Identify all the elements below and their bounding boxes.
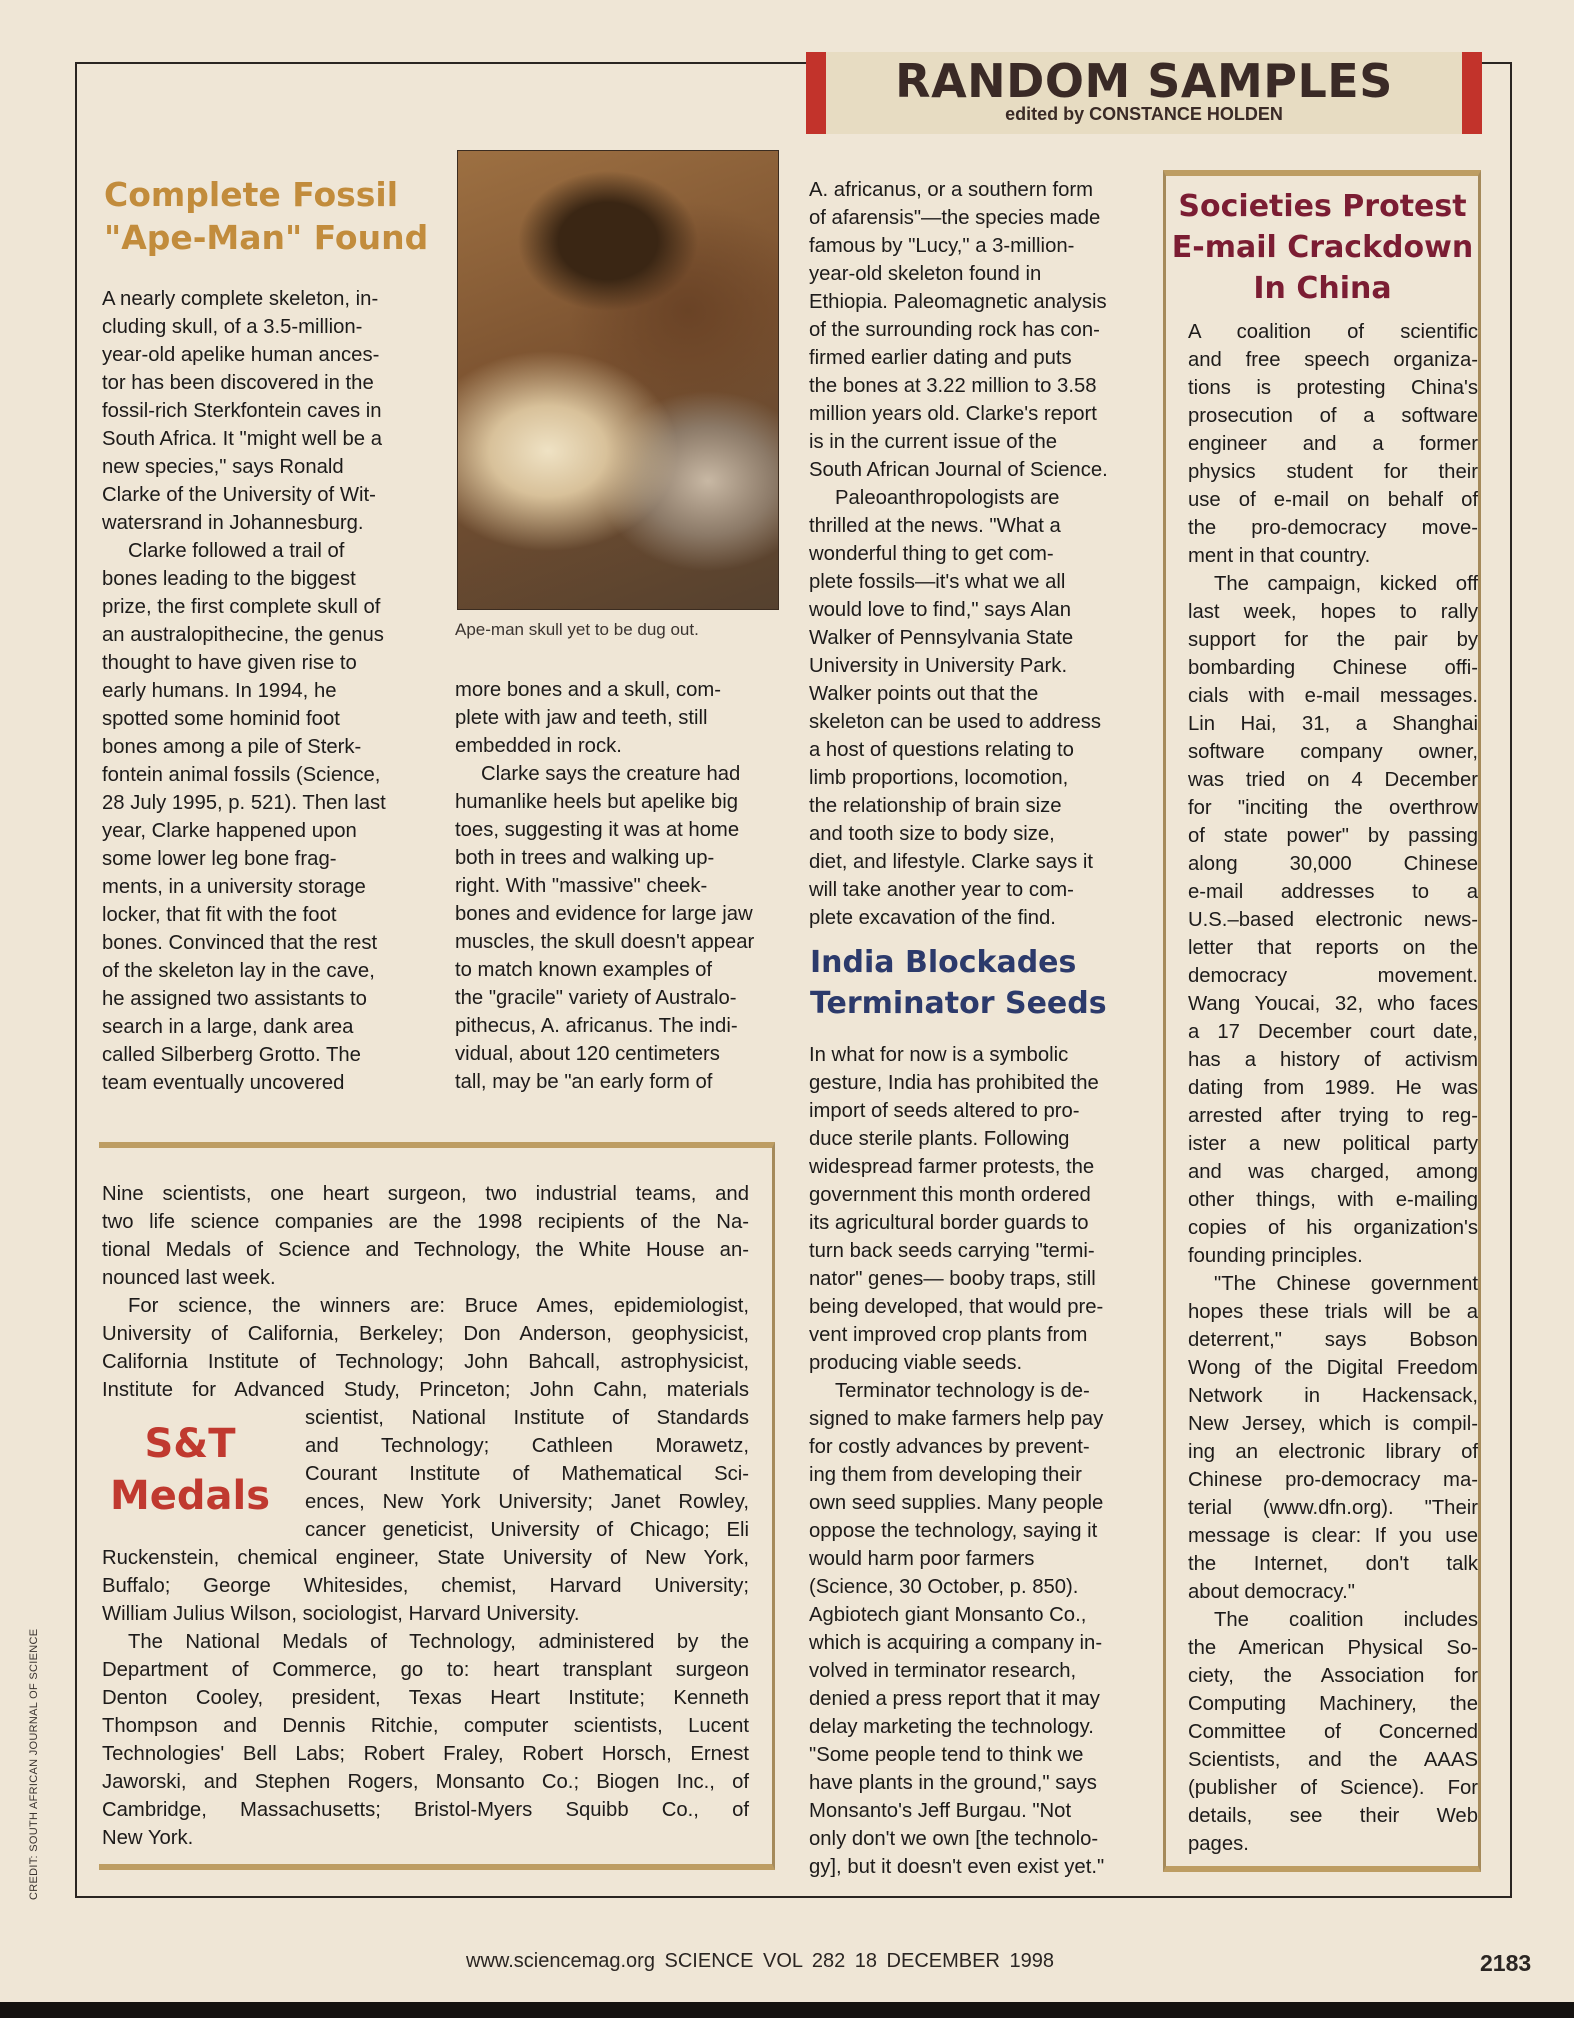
text-line: early humans. In 1994, he [102,680,337,702]
societies-headline-line: In China [1253,271,1392,306]
text-line: Walker of Pennsylvania State [809,627,1074,649]
text-line: nounced last week. [102,1267,276,1289]
text-line: Technologies' Bell Labs; Robert Fraley, Robert Horsch, Ernest [102,1743,749,1765]
text-line: prize, the first complete skull of [102,596,381,618]
fossil-headline-line: Complete Fossil [104,175,399,214]
text-line: will take another year to com- [809,879,1074,901]
text-line: plete excavation of the find. [809,907,1056,929]
text-line: ments, in a university storage [102,876,366,898]
text-line: Cambridge, Massachusetts; Bristol-Myers Squibb Co., of [102,1799,749,1821]
text-line: for "inciting the overthrow [1188,797,1478,819]
text-line: founding principles. [1188,1245,1363,1267]
medals-text-top [102,1180,749,1404]
text-line: Institute for Advanced Study, Princeton; John Cahn, materials [102,1379,749,1401]
text-line: for costly advances by prevent- [809,1436,1090,1458]
text-line: Walker points out that the [809,683,1039,705]
text-line: last week, hopes to rally [1188,601,1478,623]
text-line: dating from 1989. He was [1188,1077,1478,1099]
text-line: tall, may be "an early form of [455,1071,713,1093]
text-line: "The Chinese government [1214,1273,1478,1295]
text-line: Buffalo; George Whitesides, chemist, Harvard University; [102,1575,749,1597]
text-line: University of California, Berkeley; Don Anderson, geophysicist, [102,1323,749,1345]
text-line: (publisher of Science). For [1188,1777,1478,1799]
text-line: Monsanto's Jeff Burgau. "Not [809,1800,1072,1822]
text-line: Ethiopia. Paleomagnetic analysis [809,291,1107,313]
fossil-headline-line: "Ape-Man" Found [104,218,429,257]
medals-title [100,1418,280,1522]
fossil-skull-photo [457,150,779,610]
text-line: Terminator technology is de- [835,1380,1090,1402]
text-line: A coalition of scientific [1188,321,1478,343]
text-line: would harm poor farmers [809,1548,1035,1570]
text-line: arrested after trying to reg- [1188,1105,1478,1127]
text-line: physics student for their [1188,461,1478,483]
text-line: fontein animal fossils (Science, [102,764,381,786]
text-line: and free speech organiza- [1188,349,1478,371]
text-line: only don't we own [the technolo- [809,1828,1099,1850]
text-line: Clarke of the University of Wit- [102,484,376,506]
text-line: cluding skull, of a 3.5-million- [102,316,363,338]
text-line: some lower leg bone frag- [102,848,337,870]
text-line: Scientists, and the AAAS [1188,1749,1478,1771]
text-line: Thompson and Dennis Ritchie, computer scientists, Lucent [102,1715,749,1737]
text-line: spotted some hominid foot [102,708,340,730]
text-line: Committee of Concerned [1188,1721,1478,1743]
india-headline-line: Terminator Seeds [810,986,1107,1021]
text-line: Clarke says the creature had [481,763,741,785]
text-line: widespread farmer protests, the [809,1156,1095,1178]
text-line: tional Medals of Science and Technology, the White House an- [102,1239,749,1261]
text-line: firmed earlier dating and puts [809,347,1072,369]
text-line: both in trees and walking up- [455,847,715,869]
text-line: being developed, that would pre- [809,1296,1104,1318]
text-line: William Julius Wilson, sociologist, Harvard University. [102,1603,580,1625]
text-line: thrilled at the news. "What a [809,515,1061,537]
text-line: Chinese pro-democracy ma- [1188,1469,1478,1491]
medals-title-line: Medals [109,1473,271,1519]
text-line: he assigned two assistants to [102,988,367,1010]
text-line: "Some people tend to think we [809,1744,1084,1766]
text-line: fossil-rich Sterkfontein caves in [102,400,382,422]
text-line: Jaworski, and Stephen Rogers, Monsanto Co.; Biogen Inc., of [102,1771,749,1793]
text-line: embedded in rock. [455,735,622,757]
text-line: and was charged, among [1188,1161,1478,1183]
photo-caption: Ape-man skull yet to be dug out. [455,620,699,639]
text-line: team eventually uncovered [102,1072,345,1094]
text-line: year, Clarke happened upon [102,820,357,842]
text-line: which is acquiring a company in- [809,1632,1103,1654]
text-line: ciety, the Association for [1188,1665,1478,1687]
text-line: duce sterile plants. Following [809,1128,1070,1150]
text-line: new species," says Ronald [102,456,344,478]
text-line: pages. [1188,1833,1249,1855]
fossil-headline [104,173,444,259]
text-line: bones among a pile of Sterk- [102,736,362,758]
text-line: more bones and a skull, com- [455,679,722,701]
text-line: limb proportions, locomotion, [809,767,1069,789]
text-line: nator" genes— booby traps, still [809,1268,1096,1290]
text-line: two life science companies are the 1998 recipients of the Na- [102,1211,749,1233]
text-line: The National Medals of Technology, administered by the [128,1631,749,1653]
text-line: to match known examples of [455,959,713,981]
text-line: terial (www.dfn.org). "Their [1188,1497,1478,1519]
medals-text-wrap [305,1404,749,1544]
text-line: search in a large, dank area [102,1016,354,1038]
text-line: is in the current issue of the [809,431,1058,453]
text-line: Courant Institute of Mathematical Sci- [305,1463,749,1485]
text-line: University in University Park. [809,655,1068,677]
text-line: ences, New York University; Janet Rowley, [305,1491,749,1513]
text-line: Wang Youcai, 32, who faces [1188,993,1478,1015]
text-line: bones. Convinced that the rest [102,932,378,954]
societies-headline-line: Societies Protest [1178,189,1467,224]
text-line: Paleoanthropologists are [835,487,1060,509]
text-line: government this month ordered [809,1184,1091,1206]
text-line: letter that reports on the [1188,937,1478,959]
text-line: ment in that country. [1188,545,1371,567]
text-line: Nine scientists, one heart surgeon, two industrial teams, and [102,1183,749,1205]
text-line: South Africa. It "might well be a [102,428,383,450]
medals-title-line: S&T [144,1421,236,1467]
text-line: California Institute of Technology; John Bahcall, astrophysicist, [102,1351,749,1373]
text-line: watersrand in Johannesburg. [102,512,364,534]
text-line: and tooth size to body size, [809,823,1055,845]
section-banner [806,52,1482,134]
scan-edge [0,2002,1574,2018]
text-line: message is clear: If you use [1188,1525,1478,1547]
text-line: Wong of the Digital Freedom [1188,1357,1478,1379]
text-line: vidual, about 120 centimeters [455,1043,720,1065]
text-line: year-old apelike human ances- [102,344,380,366]
text-line: oppose the technology, saying it [809,1520,1098,1542]
text-line: tor has been discovered in the [102,372,374,394]
text-line: cancer geneticist, University of Chicago; Eli [305,1519,749,1541]
text-line: In what for now is a symbolic [809,1044,1069,1066]
text-line: Computing Machinery, the [1188,1693,1478,1715]
text-line: own seed supplies. Many people [809,1492,1104,1514]
text-line: use of e-mail on behalf of [1188,489,1478,511]
text-line: toes, suggesting it was at home [455,819,740,841]
text-line: an australopithecine, the genus [102,624,384,646]
text-line: engineer and a former [1188,433,1478,455]
text-line: The campaign, kicked off [1214,573,1478,595]
text-line: gy], but it doesn't even exist yet." [809,1856,1105,1878]
text-line: year-old skeleton found in [809,263,1042,285]
text-line: Clarke followed a trail of [128,540,345,562]
text-line: details, see their Web [1188,1805,1478,1827]
text-line: democracy movement. [1188,965,1478,987]
text-line: South African Journal of Science. [809,459,1108,481]
text-line: right. With "massive" cheek- [455,875,708,897]
text-line: plete with jaw and teeth, still [455,707,708,729]
text-line: Department of Commerce, go to: heart transplant surgeon [102,1659,749,1681]
text-line: plete fossils—it's what we all [809,571,1066,593]
text-line: Ruckenstein, chemical engineer, State University of New York, [102,1547,749,1569]
fossil-column-3 [809,176,1137,932]
text-line: the Internet, don't talk [1188,1553,1478,1575]
india-column [809,1041,1137,1881]
text-line: (Science, 30 October, p. 850). [809,1576,1079,1598]
text-line: software company owner, [1188,741,1478,763]
text-line: of the skeleton lay in the cave, [102,960,375,982]
text-line: deterrent," says Bobson [1188,1329,1478,1351]
text-line: ister a new political party [1188,1133,1478,1155]
text-line: scientist, National Institute of Standards [305,1407,749,1429]
text-line: 28 July 1995, p. 521). Then last [102,792,386,814]
text-line: ing an electronic library of [1188,1441,1478,1463]
text-line: signed to make farmers help pay [809,1408,1104,1430]
india-headline-line: India Blockades [810,945,1077,980]
text-line: muscles, the skull doesn't appear [455,931,755,953]
text-line: the "gracile" variety of Australo- [455,987,737,1009]
text-line: For science, the winners are: Bruce Ames, epidemiologist, [128,1295,749,1317]
text-line: delay marketing the technology. [809,1716,1094,1738]
text-line: was tried on 4 December [1188,769,1478,791]
text-line: denied a press report that it may [809,1688,1100,1710]
text-line: import of seeds altered to pro- [809,1100,1080,1122]
text-line: vent improved crop plants from [809,1324,1088,1346]
text-line: pithecus, A. africanus. The indi- [455,1015,738,1037]
text-line: Network in Hackensack, [1188,1385,1478,1407]
text-line: called Silberberg Grotto. The [102,1044,361,1066]
text-line: Lin Hai, 31, a Shanghai [1188,713,1478,735]
text-line: e-mail addresses to a [1188,881,1478,903]
text-line: million years old. Clarke's report [809,403,1097,425]
text-line: famous by "Lucy," a 3-million- [809,235,1075,257]
text-line: prosecution of a software [1188,405,1478,427]
text-line: U.S.–based electronic news- [1188,909,1478,931]
text-line: bones and evidence for large jaw [455,903,753,925]
text-line: skeleton can be used to address [809,711,1102,733]
text-line: support for the pair by [1188,629,1478,651]
text-line: A nearly complete skeleton, in- [102,288,379,310]
text-line: turn back seeds carrying "termi- [809,1240,1095,1262]
text-line: Agbiotech giant Monsanto Co., [809,1604,1087,1626]
text-line: volved in terminator research, [809,1660,1077,1682]
photo-credit: CREDIT: SOUTH AFRICAN JOURNAL OF SCIENCE [28,1628,40,1900]
societies-headline-line: E-mail Crackdown [1171,230,1474,265]
section-editor: edited by CONSTANCE HOLDEN [1005,104,1283,124]
text-line: Denton Cooley, president, Texas Heart Institute; Kenneth [102,1687,749,1709]
text-line: diet, and lifestyle. Clarke says it [809,851,1094,873]
text-line: a host of questions relating to [809,739,1074,761]
text-line: ing them from developing their [809,1464,1082,1486]
text-line: humanlike heels but apelike big [455,791,738,813]
text-line: The coalition includes [1214,1609,1478,1631]
text-line: locker, that fit with the foot [102,904,337,926]
fossil-column-2 [455,676,775,1096]
text-line: cials with e-mail messages. [1188,685,1478,707]
section-title: RANDOM SAMPLES [895,54,1393,108]
page-footer: www.sciencemag.org SCIENCE VOL 282 18 DECEMBER 1998 [466,1950,1054,1972]
text-line: New Jersey, which is compil- [1188,1413,1478,1435]
text-line: the bones at 3.22 million to 3.58 [809,375,1097,397]
text-line: would love to find," says Alan [809,599,1071,621]
text-line: of state power" by passing [1188,825,1478,847]
page-number: 2183 [1480,1950,1532,1976]
text-line: other things, with e-mailing [1188,1189,1478,1211]
text-line: has a history of activism [1188,1049,1478,1071]
text-line: bones leading to the biggest [102,568,356,590]
text-line: tions is protesting China's [1188,377,1478,399]
text-line: gesture, India has prohibited the [809,1072,1099,1094]
text-line: the American Physical So- [1188,1637,1478,1659]
text-line: producing viable seeds. [809,1352,1023,1374]
text-line: along 30,000 Chinese [1188,853,1478,875]
text-line: New York. [102,1827,194,1849]
fossil-column-1 [102,285,437,1097]
text-line: the pro-democracy move- [1188,517,1478,539]
text-line: A. africanus, or a southern form [809,179,1094,201]
text-line: a 17 December court date, [1188,1021,1478,1043]
text-line: bombarding Chinese offi- [1188,657,1478,679]
text-line: the relationship of brain size [809,795,1062,817]
text-line: and Technology; Cathleen Morawetz, [305,1435,749,1457]
text-line: copies of his organization's [1188,1217,1478,1239]
societies-headline [1170,186,1475,309]
text-line: about democracy." [1188,1581,1355,1603]
text-line: have plants in the ground," says [809,1772,1097,1794]
text-line: of afarensis"—the species made [809,207,1101,229]
medals-text-bottom [102,1544,749,1852]
text-line: thought to have given rise to [102,652,357,674]
societies-column [1188,318,1478,1858]
india-headline [810,942,1110,1024]
text-line: wonderful thing to get com- [809,543,1054,565]
text-line: of the surrounding rock has con- [809,319,1100,341]
text-line: its agricultural border guards to [809,1212,1089,1234]
text-line: hopes these trials will be a [1188,1301,1478,1323]
